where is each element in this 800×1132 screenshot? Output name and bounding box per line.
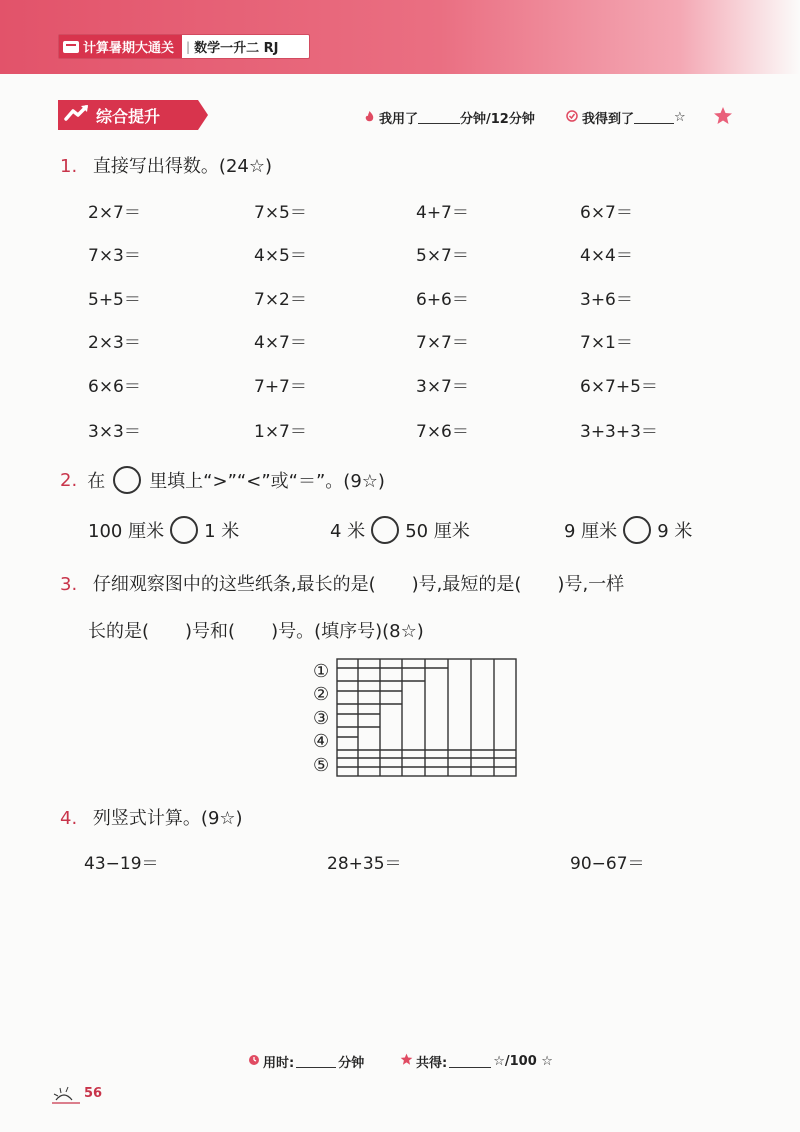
compare-item: [564, 516, 692, 544]
star-badge-icon: [713, 106, 733, 130]
answer-circle[interactable]: [623, 516, 651, 544]
q1-expr: 4+7＝: [416, 203, 469, 223]
q1-expr: 7×2＝: [254, 290, 307, 310]
q1-expr: 2×7＝: [88, 203, 141, 223]
q1-expr: 4×7＝: [254, 333, 307, 353]
question-2-text-after: 里填上“>”“<”或“＝”。(9☆): [149, 471, 385, 492]
q1-expr: 2×3＝: [88, 333, 141, 353]
question-1-text: 直接写出得数。(24☆): [92, 156, 273, 177]
compare-right: 9 米: [657, 521, 693, 542]
question-4: [60, 804, 243, 830]
q1-expr: 6×7+5＝: [580, 377, 658, 397]
trend-up-icon: [64, 104, 90, 126]
question-3-line-1: [60, 570, 624, 596]
footer-time-blank[interactable]: [296, 1055, 336, 1068]
q1-expr: 7×6＝: [416, 422, 469, 442]
q1-expr: 7×5＝: [254, 203, 307, 223]
footer-total-suffix: ☆/100 ☆: [493, 1054, 553, 1069]
q4-expr: 43−19＝: [84, 854, 159, 874]
compare-left: 9 厘米: [564, 521, 618, 542]
strip-labels: [313, 660, 329, 777]
sun-doodle-icon: [50, 1082, 84, 1110]
q1-expr: 3+3+3＝: [580, 422, 658, 442]
title-separator: |: [186, 39, 191, 54]
question-2: [60, 466, 385, 494]
question-1-number: 1.: [60, 156, 78, 177]
q1-expr: 5+5＝: [88, 290, 141, 310]
time-used-label: 我用了: [379, 112, 419, 127]
q1-expr: 4×4＝: [580, 246, 633, 266]
q1-expr: 7×7＝: [416, 333, 469, 353]
compare-left: 100 厘米: [88, 521, 165, 542]
answer-circle-example: [113, 466, 141, 494]
check-circle-icon: [566, 110, 578, 125]
answer-circle[interactable]: [371, 516, 399, 544]
compare-item: [330, 516, 470, 544]
page-number: 56: [84, 1086, 103, 1101]
score-blank[interactable]: [634, 111, 674, 124]
question-3-line-2: 长的是( )号和( )号。(填序号)(8☆): [88, 621, 424, 642]
compare-item: [88, 516, 239, 544]
flame-icon: [364, 110, 375, 126]
question-4-text: 列竖式计算。(9☆): [92, 808, 243, 829]
section-tag: [58, 100, 198, 130]
footer-total-blank[interactable]: [449, 1055, 491, 1068]
answer-circle[interactable]: [170, 516, 198, 544]
strip-label: ⑤: [313, 754, 330, 776]
strip-label: ②: [313, 684, 330, 706]
time-used-suffix: 分钟/12分钟: [460, 112, 535, 127]
q1-expr: 7×1＝: [580, 333, 633, 353]
q1-expr: 6+6＝: [416, 290, 469, 310]
compare-right: 1 米: [204, 521, 240, 542]
question-3-number: 3.: [60, 574, 78, 595]
q1-expr: 5×7＝: [416, 246, 469, 266]
footer-time-label: 用时:: [263, 1056, 295, 1071]
question-3-text-1: 仔细观察图中的这些纸条,最长的是( )号,最短的是( )号,一样: [92, 574, 625, 595]
time-used: [364, 108, 535, 127]
paper-strips-grid: [336, 658, 518, 778]
q1-expr: 7×3＝: [88, 246, 141, 266]
book-title-bar: [58, 34, 310, 59]
star-icon: [400, 1053, 413, 1070]
q1-expr: 6×6＝: [88, 377, 141, 397]
strip-label: ①: [313, 661, 330, 682]
subject-title: 数学一升二 RJ: [194, 41, 279, 56]
book-icon: [63, 41, 79, 53]
compare-left: 4 米: [330, 521, 366, 542]
q1-expr: 3×3＝: [88, 422, 141, 442]
score-label: 我得到了: [582, 112, 635, 127]
question-2-number: 2.: [60, 469, 78, 491]
strip-label: ④: [313, 731, 330, 753]
clock-icon: [248, 1053, 260, 1070]
section-title: 综合提升: [96, 106, 161, 126]
question-1: [60, 152, 272, 178]
q4-expr: 90−67＝: [570, 854, 645, 874]
series-label: [59, 35, 182, 58]
q1-expr: 7+7＝: [254, 377, 307, 397]
score-got: [566, 108, 686, 127]
series-title: 计算暑期大通关: [83, 41, 175, 56]
q4-expr: 28+35＝: [327, 854, 402, 874]
score-suffix: ☆: [674, 110, 686, 125]
footer-time-suffix: 分钟: [338, 1056, 365, 1071]
question-4-number: 4.: [60, 808, 78, 829]
footer-total-label: 共得:: [416, 1056, 448, 1071]
q1-expr: 4×5＝: [254, 246, 307, 266]
q1-expr: 1×7＝: [254, 422, 307, 442]
footer-total: [400, 1052, 553, 1071]
strip-label: ③: [313, 707, 330, 729]
q1-expr: 3×7＝: [416, 377, 469, 397]
footer-time: [248, 1052, 364, 1071]
q1-expr: 6×7＝: [580, 203, 633, 223]
time-used-blank[interactable]: [418, 111, 460, 124]
question-2-text-before: 在: [87, 471, 106, 492]
q1-expr: 3+6＝: [580, 290, 633, 310]
compare-right: 50 厘米: [405, 521, 470, 542]
